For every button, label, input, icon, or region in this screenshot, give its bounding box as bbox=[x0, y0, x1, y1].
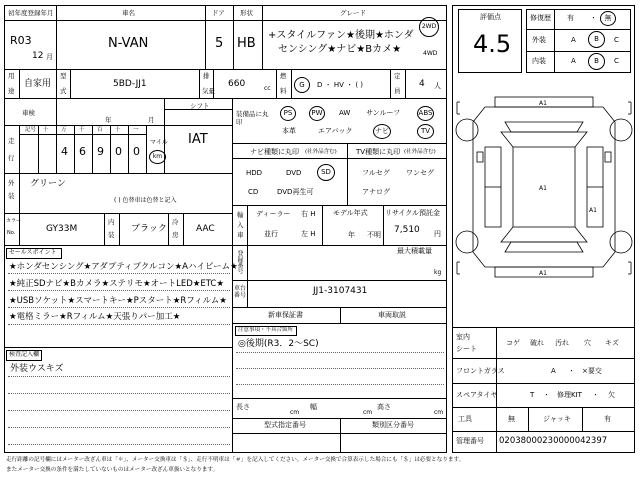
mileage-cell-divider bbox=[146, 125, 147, 173]
color-code-value: GY33M bbox=[46, 224, 78, 234]
interior-grade-b: B bbox=[594, 57, 599, 65]
color-code-label-top: カラー bbox=[6, 218, 22, 224]
diagram-label-roof: A1 bbox=[539, 185, 547, 192]
mileage-cell-divider bbox=[74, 125, 75, 173]
fuel-options: D ・ HV ・ ( ) bbox=[317, 81, 364, 89]
width-unit: cm bbox=[363, 409, 373, 416]
reg-month-value: 12 bbox=[32, 51, 44, 61]
doors-value: 5 bbox=[215, 36, 224, 51]
notes-value: ◎後期(R3．2〜SC) bbox=[238, 339, 319, 349]
mileage-digit-header: 千 bbox=[79, 127, 85, 133]
displacement-value: 660 bbox=[228, 79, 246, 89]
equip-airbag: エアバック bbox=[318, 127, 353, 135]
mileage-digit: 6 bbox=[79, 145, 86, 158]
chassis-label: 車台番号 bbox=[234, 285, 247, 299]
mgmt-label: 管理番号 bbox=[456, 437, 484, 445]
navi-cd: CD bbox=[248, 188, 259, 196]
fuel-g-circle bbox=[294, 77, 310, 93]
height-unit: cm bbox=[434, 409, 444, 416]
tv-fullseg: フルセグ bbox=[362, 169, 390, 177]
interior-value: ブラック bbox=[131, 224, 167, 234]
inspector-notes-value: 外装ウスキズ bbox=[10, 364, 64, 374]
exterior-label-bottom: 装 bbox=[8, 192, 15, 200]
tv-label-note: (社外品含む) bbox=[404, 149, 436, 155]
displacement-label-top: 排 bbox=[203, 72, 210, 80]
mileage-cell-divider bbox=[56, 125, 57, 173]
glass-dot: ・ bbox=[568, 367, 575, 375]
exterior-grade-b: B bbox=[594, 35, 599, 43]
equip-leather: 本革 bbox=[282, 127, 296, 135]
sales-points-label: セールスポイント bbox=[9, 249, 57, 256]
tools-label: 工具 bbox=[458, 415, 472, 423]
glass-label: フロントガラス bbox=[456, 367, 505, 375]
grade-line-2: センシング★ナビ★Bカメ★ bbox=[278, 44, 402, 55]
fuel-label-bottom: 料 bbox=[280, 87, 287, 95]
mileage-digit-header: 一 bbox=[133, 127, 139, 133]
navi-dvd-play: DVD再生可 bbox=[277, 188, 314, 196]
recycle-label: リサイクル預託金 bbox=[385, 209, 441, 217]
grade-line-1: +スタイルファン★後期★ホンダ bbox=[268, 30, 414, 41]
width-label: 幅 bbox=[310, 403, 317, 411]
repair-dot: ・ bbox=[590, 14, 597, 22]
seat-label-bottom: シート bbox=[456, 345, 477, 353]
mileage-km-circle bbox=[149, 150, 166, 164]
equip-aw: AW bbox=[339, 109, 351, 117]
vehicle-manual: 車両取説 bbox=[378, 311, 406, 319]
jack-value: 有 bbox=[604, 415, 611, 423]
equip-abs: ABS bbox=[418, 109, 433, 117]
seat-scratch: キズ bbox=[605, 339, 619, 347]
notes-label: 注意事項・不具合箇所 bbox=[238, 327, 294, 333]
diagram-label-side: A1 bbox=[589, 207, 597, 214]
inspection-label: 車検 bbox=[22, 109, 35, 117]
model-value: 5BD-JJ1 bbox=[113, 79, 147, 89]
inspector-notes-label: 検査記入欄 bbox=[9, 351, 40, 358]
equip-tv-circle bbox=[417, 124, 434, 139]
shift-value: IAT bbox=[188, 132, 208, 147]
mileage-unit-mile: マイル bbox=[150, 139, 168, 146]
equip-ps: PS bbox=[283, 109, 293, 117]
equip-navi-circle bbox=[373, 124, 391, 139]
model-year-unit: 年 bbox=[348, 231, 355, 239]
class-number-label: 類別区分番号 bbox=[372, 421, 414, 429]
model-label-top: 型 bbox=[60, 72, 67, 80]
usage-label-top: 用 bbox=[8, 72, 15, 80]
seat-label-top: 室内 bbox=[456, 333, 470, 341]
length-unit: cm bbox=[290, 409, 300, 416]
interior-label-top: 内 bbox=[108, 218, 115, 226]
recycle-yen: 円 bbox=[434, 230, 441, 238]
reg-month-unit: 月 bbox=[46, 53, 53, 61]
recycle-amount: 7,510 bbox=[394, 225, 420, 235]
mileage-cell-divider bbox=[128, 125, 129, 173]
navi-label-note: (社外品含む) bbox=[305, 149, 337, 155]
interior-grade-c: C bbox=[614, 57, 619, 65]
exterior-label-top: 外 bbox=[8, 179, 15, 187]
mileage-digit-header: 記号 bbox=[25, 127, 37, 133]
spare-t: T bbox=[530, 391, 535, 399]
ac-label-bottom: 房 bbox=[172, 231, 179, 239]
spare-missing: 欠 bbox=[608, 391, 615, 399]
equip-abs-circle bbox=[417, 106, 434, 121]
reg-year-value: R03 bbox=[10, 34, 32, 47]
navi-hdd: HDD bbox=[246, 169, 263, 177]
displacement-label-bottom: 気量 bbox=[202, 87, 215, 95]
mileage-digit-header: 万 bbox=[61, 127, 67, 133]
exterior-grade-a: A bbox=[571, 36, 576, 44]
import-left: 左 H bbox=[301, 230, 316, 238]
sales-point-2: ★純正SDナビ★Bカメラ★ステリモ★オートLED★ETC★ bbox=[9, 279, 224, 289]
import-parallel: 並行 bbox=[264, 230, 278, 238]
inspection-month-unit: 月 bbox=[148, 116, 155, 124]
fuel-g: G bbox=[299, 80, 305, 89]
mileage-digit: 4 bbox=[61, 145, 68, 158]
ac-value: AAC bbox=[196, 224, 215, 234]
mileage-digit: 0 bbox=[115, 145, 122, 158]
tools-value: 無 bbox=[508, 415, 515, 423]
repair-no-circle bbox=[600, 11, 616, 26]
navi-label: ナビ種類に丸印 bbox=[250, 148, 299, 156]
import-dealer: ディーラー bbox=[256, 210, 291, 218]
footer-line-1: 走行距離の記号欄にはメーター改ざん車は「＊」、メーター交換車は「＄」、走行不明車は「＃」を記入してください。メーター交換で合算表示した場合にも「＄」は必要となります。 bbox=[6, 457, 465, 463]
max-load-label: 最大積載量 bbox=[397, 247, 432, 255]
grade-label: グレード bbox=[340, 9, 366, 17]
inspection-year-unit: 年 bbox=[105, 116, 112, 124]
equip-sunroof: サンルーフ bbox=[366, 109, 401, 117]
spare-dot-2: ・ bbox=[592, 391, 599, 399]
height-label: 高さ bbox=[377, 403, 391, 411]
spare-kit: 修理KIT bbox=[557, 391, 582, 399]
equip-navi: ナビ bbox=[375, 127, 389, 135]
equip-tv: TV bbox=[420, 127, 431, 135]
mileage-digit: 0 bbox=[133, 145, 140, 158]
reg-year-label: 初年度登録年月 bbox=[8, 9, 54, 17]
jack-label: ジャッキ bbox=[543, 415, 571, 423]
import-label-3: 車 bbox=[237, 231, 244, 239]
tv-label: TV種類に丸印 bbox=[356, 148, 401, 156]
glass-replace: ×要交 bbox=[582, 367, 602, 375]
import-label-1: 輸 bbox=[237, 211, 244, 219]
car-name-label: 車名 bbox=[122, 9, 135, 17]
length-label: 長さ bbox=[236, 403, 250, 411]
mileage-cell-divider bbox=[38, 125, 39, 173]
repair-label: 修復歴 bbox=[530, 14, 551, 22]
capacity-unit: 人 bbox=[434, 82, 441, 90]
import-label-2: 入 bbox=[237, 221, 244, 229]
seat-hole: 穴 bbox=[584, 339, 591, 347]
shape-value: HB bbox=[237, 36, 256, 51]
seat-stain: 汚れ bbox=[555, 339, 569, 347]
import-right: 右 H bbox=[301, 210, 316, 218]
mileage-cell-divider bbox=[92, 125, 93, 173]
exterior-color-note: ( ) 色替車は色替と記入 bbox=[114, 197, 177, 204]
mileage-digit: 9 bbox=[97, 145, 104, 158]
mileage-label-top: 走 bbox=[8, 137, 15, 145]
door-label: ドア bbox=[212, 9, 225, 17]
navi-sd: SD bbox=[321, 168, 331, 176]
car-name-value: N-VAN bbox=[108, 36, 149, 51]
mgmt-number: 02038000230000042397 bbox=[499, 436, 608, 446]
exterior-grade-circle bbox=[588, 31, 605, 48]
spare-label: スペアタイヤ bbox=[456, 391, 498, 399]
mileage-label-bottom: 行 bbox=[8, 154, 15, 162]
seat-burn: コゲ bbox=[506, 339, 520, 347]
registration-label: 登録番号 bbox=[236, 250, 243, 274]
shift-label: シフト bbox=[190, 102, 210, 110]
equip-pw-circle bbox=[309, 106, 325, 121]
drive-2wd-circle bbox=[419, 17, 439, 37]
diagram-label-rear: A1 bbox=[539, 270, 547, 277]
interior-grade-a: A bbox=[571, 57, 576, 65]
model-year-unknown: 不明 bbox=[367, 231, 381, 239]
mileage-digit-header: 十 bbox=[115, 127, 121, 133]
exterior-color-value: グリーン bbox=[30, 179, 66, 189]
glass-a: A bbox=[551, 367, 556, 375]
displacement-unit: cc bbox=[264, 85, 271, 92]
color-code-label-bottom: No. bbox=[7, 230, 16, 236]
exterior-grade-c: C bbox=[614, 36, 619, 44]
usage-label-bottom: 途 bbox=[8, 87, 15, 95]
capacity-label-bottom: 員 bbox=[394, 87, 401, 95]
footer-line-2: またメーター交換の条件を満たしていないものはメーター改ざん車扱いとなります。 bbox=[6, 467, 219, 473]
sales-point-3: ★USBソケット★スマートキー★Pスタート★Rフィルム★ bbox=[9, 296, 227, 306]
mileage-digit-header: 十 bbox=[43, 127, 49, 133]
equip-pw: PW bbox=[311, 109, 323, 117]
capacity-value: 4 bbox=[419, 79, 425, 89]
repair-yes: 有 bbox=[567, 14, 574, 22]
sales-point-1: ★ホンダセンシング★アダプティブクルコン★Aハイビーム★ bbox=[9, 262, 238, 272]
chassis-value: JJ1-3107431 bbox=[313, 286, 368, 296]
seat-tear: 破れ bbox=[530, 339, 544, 347]
tv-oneseg: ワンセグ bbox=[406, 169, 434, 177]
sales-point-4: ★電格ミラー★Rフィルム★天張りパー加工★ bbox=[9, 312, 181, 322]
capacity-label-top: 定 bbox=[394, 72, 401, 80]
new-car-warranty: 新車保証書 bbox=[268, 311, 303, 319]
exterior-grade-label: 外装 bbox=[532, 36, 546, 44]
drive-2wd: 2WD bbox=[421, 23, 437, 30]
diagram-label-front: A1 bbox=[539, 100, 547, 107]
navi-sd-circle bbox=[317, 164, 335, 181]
car-damage-diagram bbox=[455, 92, 633, 282]
interior-grade-circle bbox=[588, 53, 605, 70]
fuel-label-top: 燃 bbox=[280, 72, 287, 80]
interior-grade-label: 内装 bbox=[532, 57, 546, 65]
model-label-bottom: 式 bbox=[60, 87, 67, 95]
interior-label-bottom: 装 bbox=[108, 231, 115, 239]
mileage-unit-km: km bbox=[152, 153, 163, 160]
usage-value: 自家用 bbox=[24, 79, 52, 89]
max-load-unit: kg bbox=[434, 269, 442, 276]
score-value: 4.5 bbox=[473, 30, 512, 58]
equip-ps-circle bbox=[280, 106, 296, 121]
score-label: 評価点 bbox=[480, 13, 501, 21]
spare-dot-1: ・ bbox=[543, 391, 550, 399]
ac-label-top: 冷 bbox=[172, 218, 179, 226]
model-year-label: モデル年式 bbox=[333, 209, 368, 217]
equipment-label: 装備品に丸印 bbox=[236, 110, 269, 126]
mileage-digit-header: 百 bbox=[97, 127, 103, 133]
repair-no: 無 bbox=[604, 14, 612, 22]
type-designation-label: 型式指定番号 bbox=[264, 421, 306, 429]
shape-label: 形状 bbox=[240, 9, 253, 17]
drive-4wd: 4WD bbox=[423, 50, 438, 57]
navi-dvd: DVD bbox=[286, 169, 302, 177]
tv-analog: アナログ bbox=[362, 188, 390, 196]
mileage-cell-divider bbox=[110, 125, 111, 173]
